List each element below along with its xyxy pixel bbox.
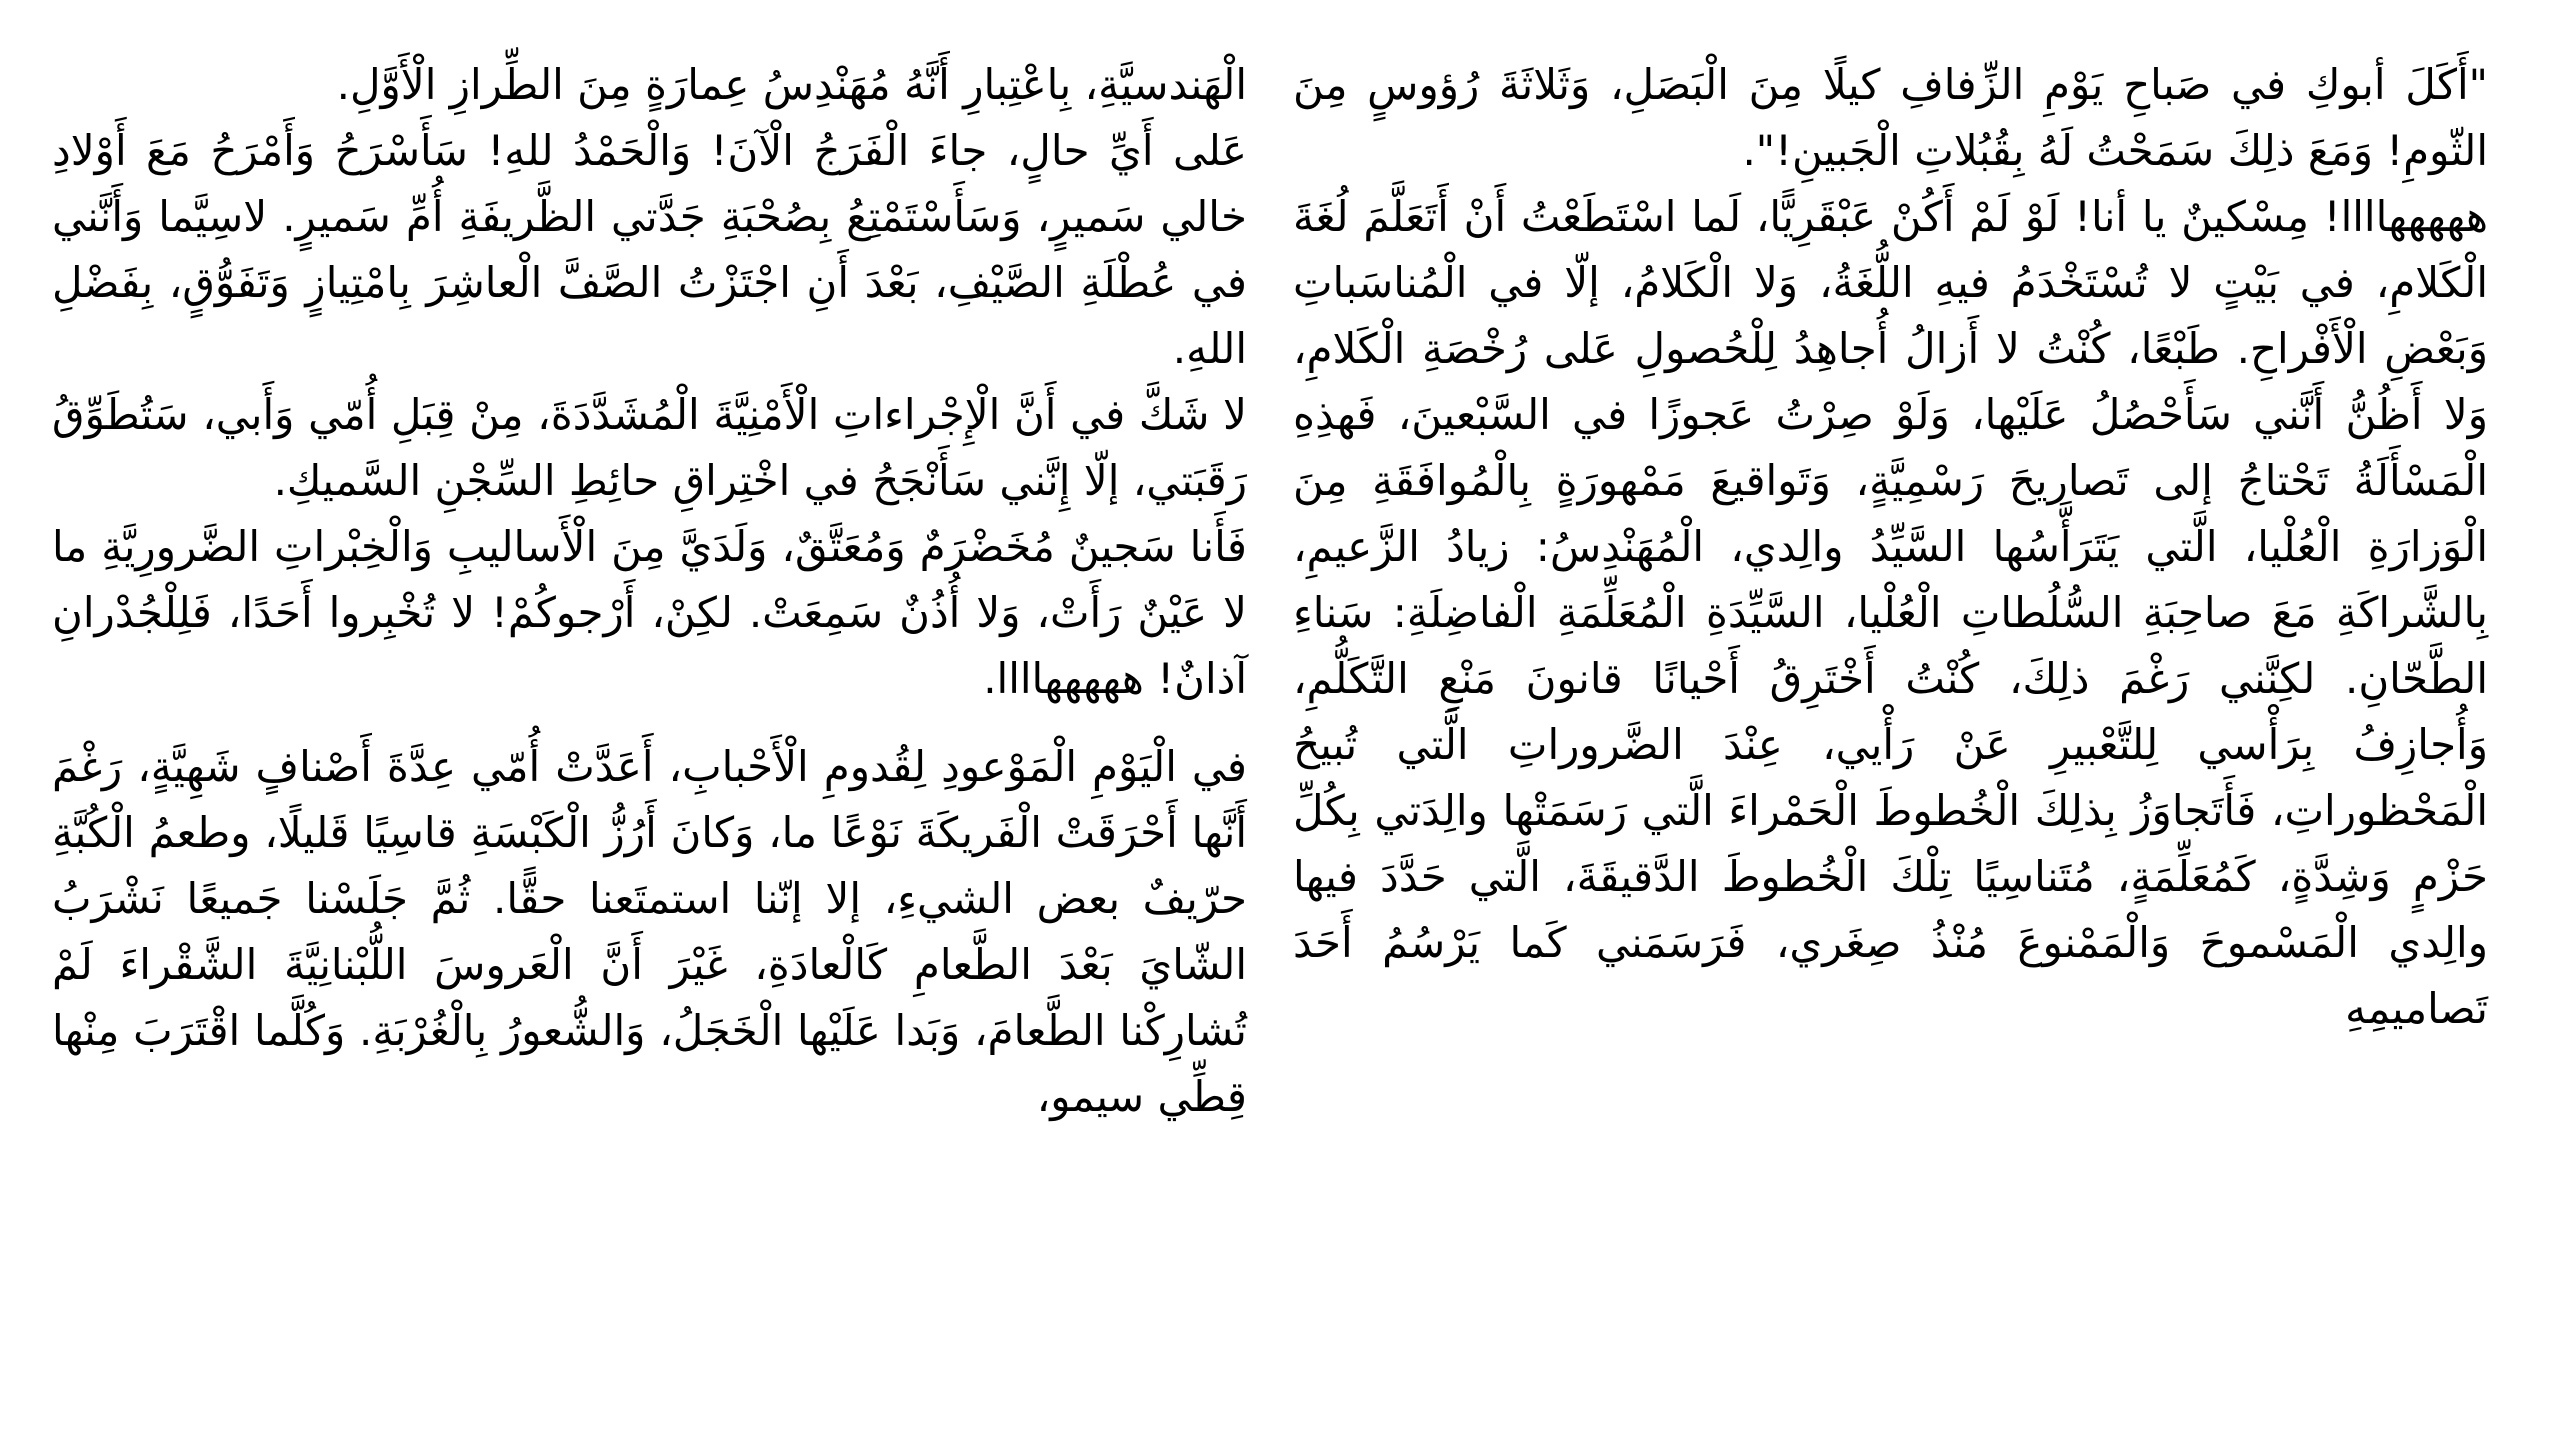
left-paragraph-3: لا شَكَّ في أَنَّ الْإِجْراءاتِ الْأَمْنِيَّةَ الْمُشَدَّدَةَ، مِنْ قِبَلِ أُمّي وَأَبي، سَتُطَوِّقُ رَقَبَتي، إلّا إِنَّني سَأَنْجَحُ في اخْتِراقِ حائِطِ السِّجْنِ السَّميكِ. (52, 390, 1247, 505)
left-paragraph-2: عَلى أَيِّ حالٍ، جاءَ الْفَرَجُ الْآنَ! وَالْحَمْدُ للهِ! سَأَسْرَحُ وَأَمْرَحُ مَعَ أَوْلادِ خالي سَميرٍ، وَسَأَسْتَمْتِعُ بِصُحْبَةِ جَدَّتي الظَّريفَةِ أُمِّ سَميرٍ. لاسِيَّما وَأَنَّني في عُطْلَةِ الصَّيْفِ، بَعْدَ أَنِ اجْتَزْتُ الصَّفَّ الْعاشِرَ بِامْتِيازٍ وَتَفَوُّقٍ، بِفَضْلِ اللهِ. (52, 126, 1247, 373)
right-paragraph-1: "أَكَلَ أبوكِ في صَباحِ يَوْمِ الزِّفافِ كيلًا مِنَ الْبَصَلِ، وَثَلاثَةَ رُؤوسٍ مِنَ الثّومِ! وَمَعَ ذلِكَ سَمَحْتُ لَهُ بِقُبُلاتِ الْجَبينِ!". (1293, 60, 2488, 175)
right-page-column (1293, 52, 2488, 1042)
right-paragraph-2: هههههاااا! مِسْكينٌ يا أنا! لَوْ لَمْ أَكُنْ عَبْقَرِيًّا، لَما اسْتَطَعْتُ أَنْ أَتَعَلَّمَ لُغَةَ الْكَلامِ، في بَيْتٍ لا تُسْتَخْدَمُ فيهِ اللُّغَةُ، وَلا الْكَلامُ، إلّا في الْمُناسَباتِ وَبَعْضِ الْأَفْراحِ. طَبْعًا، كُنْتُ لا أَزالُ أُجاهِدُ لِلْحُصولِ عَلى رُخْصَةِ الْكَلامِ، وَلا أَظُنُّ أَنَّني سَأَحْصُلُ عَلَيْها، وَلَوْ صِرْتُ عَجوزًا في السَّبْعينَ، فَهذِهِ الْمَسْأَلَةُ تَحْتاجُ إلى تَصاريحَ رَسْمِيَّةٍ، وَتَواقيعَ مَمْهورَةٍ بِالْمُوافَقَةِ مِنَ الْوَزارَةِ الْعُلْيا، الَّتي يَتَرَأَّسُها السَّيِّدُ والِدي، الْمُهَنْدِسُ: زيادُ الزَّعيمِ، بِالشَّراكَةِ مَعَ صاحِبَةِ السُّلُطاتِ الْعُلْيا، السَّيِّدَةِ الْمُعَلِّمَةِ الْفاضِلَةِ: سَناءِ الطَّحّانِ. لكِنَّني رَغْمَ ذلِكَ، كُنْتُ أَخْتَرِقُ أَحْيانًا قانونَ مَنْعِ التَّكَلُّمِ، وَأُجازِفُ بِرَأْسي لِلتَّعْبيرِ عَنْ رَأْيي، عِنْدَ الضَّروراتِ الَّتي تُبيحُ الْمَحْظوراتِ، فَأَتَجاوَزُ بِذلِكَ الْخُطوطَ الْحَمْراءَ الَّتي رَسَمَتْها والِدَتي بِكُلِّ حَزْمٍ وَشِدَّةٍ، كَمُعَلِّمَةٍ، مُتَناسِيًا تِلْكَ الْخُطوطَ الدَّقيقَةَ، الَّتي حَدَّدَ فيها والِدي الْمَسْموحَ وَالْمَمْنوعَ مُنْذُ صِغَري، فَرَسَمَني كَما يَرْسُمُ أَحَدَ تَصاميمِهِ (1293, 192, 2488, 1033)
left-paragraph-5: في الْيَوْمِ الْمَوْعودِ لِقُدومِ الْأَحْبابِ، أَعَدَّتْ أُمّي عِدَّةَ أَصْنافٍ شَهِيَّةٍ، رَغْمَ أَنَّها أَحْرَقَتْ الْفَريكَةَ نَوْعًا ما، وَكانَ أَرُزُّ الْكَبْسَةِ قاسِيًا قَليلًا، وطعمُ الْكُبَّةِ حرّيفٌ بعض الشيءِ، إلا إنّنا استمتَعنا حقًّا. ثُمَّ جَلَسْنا جَميعًا نَشْرَبُ الشّايَ بَعْدَ الطَّعامِ كَالْعادَةِ، غَيْرَ أَنَّ الْعَروسَ اللُّبْنانِيَّةَ الشَّقْراءَ لَمْ تُشارِكْنا الطَّعامَ، وَبَدا عَلَيْها الْخَجَلُ، وَالشُّعورُ بِالْغُرْبَةِ. وَكُلَّما اقْتَرَبَ مِنْها قِطِّي سيمو، (52, 742, 1247, 1121)
left-paragraph-4: فَأَنا سَجينٌ مُخَضْرَمٌ وَمُعَتَّقٌ، وَلَدَيَّ مِنَ الْأَساليبِ وَالْخِبْراتِ الضَّرورِيَّةِ ما لا عَيْنٌ رَأَتْ، وَلا أُذُنٌ سَمِعَتْ. لكِنْ، أَرْجوكُمْ! لا تُخْبِروا أَحَدًا، فَلِلْجُدْرانِ آذانٌ! هههههاااا. (52, 522, 1247, 703)
left-paragraph-1: الْهَندسيَّةِ، بِاعْتِبارِ أَنَّهُ مُهَنْدِسُ عِمارَةٍ مِنَ الطِّرازِ الْأَوَّلِ. (336, 60, 1247, 109)
left-page-column (52, 52, 1247, 1130)
